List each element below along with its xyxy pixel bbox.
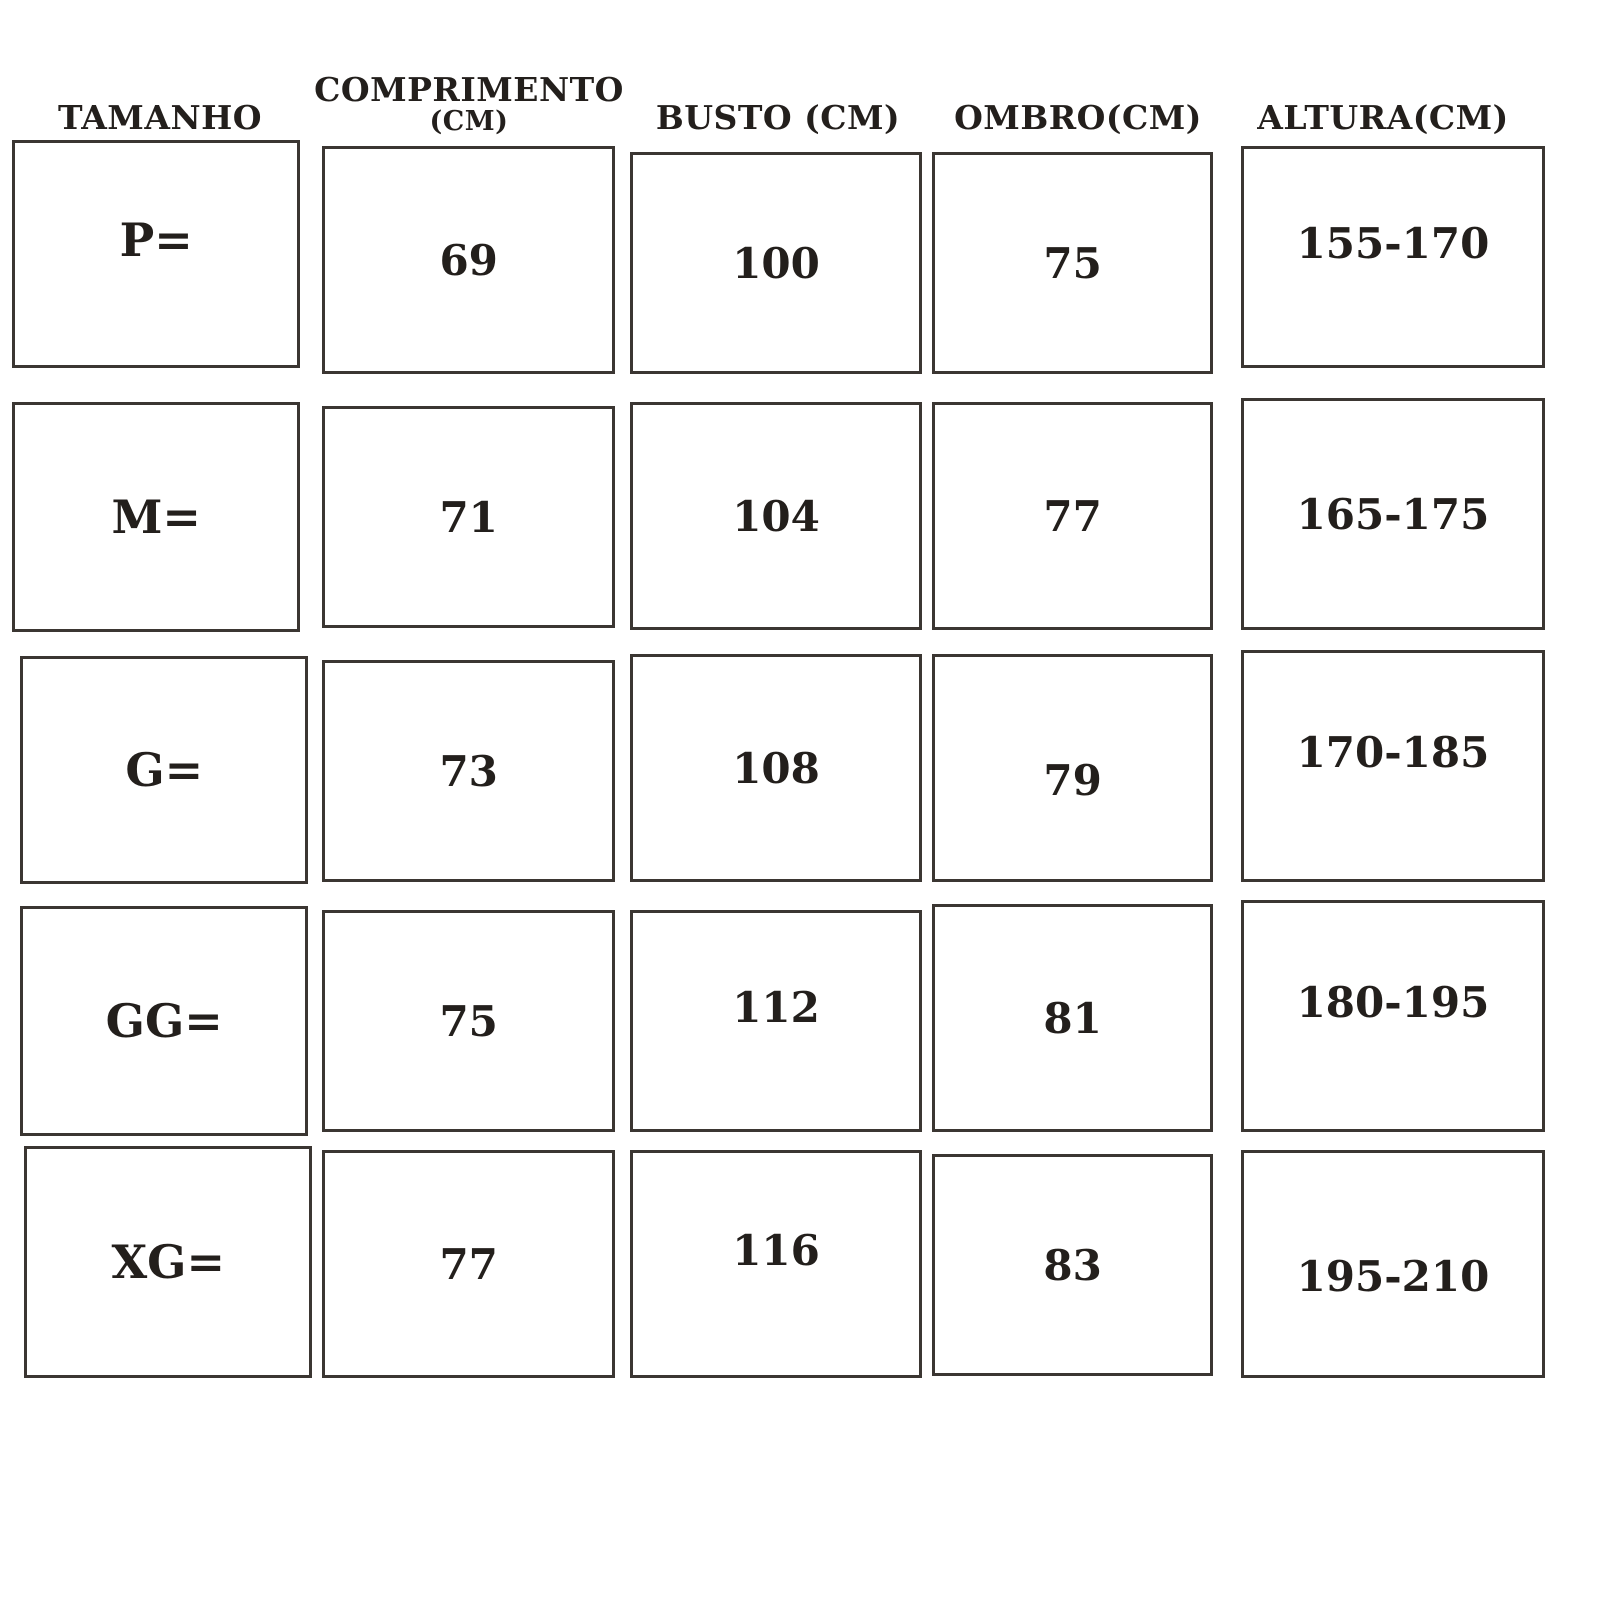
- table-row: [10, 884, 1545, 1136]
- cell-size-value: P=: [119, 213, 193, 267]
- column-header-bust: [628, 98, 928, 140]
- cell-shoulder-value: 79: [1043, 755, 1102, 805]
- cell-size-value: XG=: [111, 1235, 225, 1289]
- cell-shoulder-value: 77: [1043, 491, 1102, 541]
- cell-length-value: 69: [439, 235, 498, 285]
- cell-length: [322, 406, 614, 628]
- cell-height-value: 195-210: [1296, 1251, 1490, 1301]
- column-header-shoulder: [928, 98, 1228, 140]
- cell-size-value: G=: [125, 743, 204, 797]
- cell-size: [12, 402, 300, 632]
- cell-height-value: 155-170: [1296, 218, 1490, 268]
- cell-height-value: 170-185: [1296, 727, 1490, 777]
- cell-shoulder: [932, 904, 1213, 1132]
- cell-height-value: 165-175: [1296, 489, 1490, 539]
- cell-height: [1241, 900, 1545, 1132]
- table-row: [10, 140, 1545, 374]
- cell-height: [1241, 1150, 1545, 1378]
- table-body: [10, 140, 1545, 1378]
- cell-size-value: GG=: [105, 994, 223, 1048]
- cell-length: [322, 910, 614, 1132]
- cell-length: [322, 660, 614, 882]
- column-header-size: [10, 98, 310, 140]
- cell-shoulder-value: 83: [1043, 1240, 1102, 1290]
- table-row: [10, 374, 1545, 632]
- cell-height: [1241, 398, 1545, 630]
- cell-size: [12, 140, 300, 368]
- cell-height: [1241, 650, 1545, 882]
- cell-shoulder: [932, 152, 1213, 374]
- cell-length-value: 73: [439, 746, 498, 796]
- cell-bust: [630, 402, 922, 630]
- cell-length-value: 71: [439, 492, 498, 542]
- column-header-height: [1228, 98, 1538, 140]
- column-header-size-label: TAMANHO: [57, 98, 263, 138]
- cell-bust: [630, 654, 922, 882]
- cell-shoulder-value: 81: [1043, 993, 1102, 1043]
- cell-shoulder: [932, 654, 1213, 882]
- cell-shoulder: [932, 402, 1213, 630]
- cell-size: [20, 656, 308, 884]
- column-header-bust-label: BUSTO (CM): [655, 98, 901, 138]
- cell-height-value: 180-195: [1296, 977, 1490, 1027]
- cell-length: [322, 146, 614, 374]
- cell-bust-value: 100: [732, 238, 820, 288]
- cell-bust: [630, 910, 922, 1132]
- column-header-length-label: COMPRIMENTO: [314, 70, 624, 110]
- cell-size: [24, 1146, 312, 1378]
- table-row: [10, 632, 1545, 884]
- cell-shoulder: [932, 1154, 1213, 1376]
- cell-bust: [630, 152, 922, 374]
- cell-length-value: 77: [439, 1239, 498, 1289]
- cell-bust-value: 108: [732, 743, 820, 793]
- column-header-height-label: ALTURA(CM): [1257, 98, 1509, 138]
- column-header-length: [310, 70, 628, 140]
- cell-bust: [630, 1150, 922, 1378]
- cell-bust-value: 104: [732, 491, 820, 541]
- cell-bust-value: 112: [732, 982, 820, 1032]
- cell-size: [20, 906, 308, 1136]
- cell-shoulder-value: 75: [1043, 238, 1102, 288]
- cell-size-value: M=: [111, 490, 201, 544]
- table-header-row: [10, 45, 1545, 140]
- table-row: [10, 1136, 1545, 1378]
- column-header-length-unit: (CM): [429, 105, 509, 137]
- cell-height: [1241, 146, 1545, 368]
- cell-length: [322, 1150, 614, 1378]
- cell-bust-value: 116: [732, 1225, 820, 1275]
- column-header-shoulder-label: OMBRO(CM): [954, 98, 1202, 138]
- cell-length-value: 75: [439, 996, 498, 1046]
